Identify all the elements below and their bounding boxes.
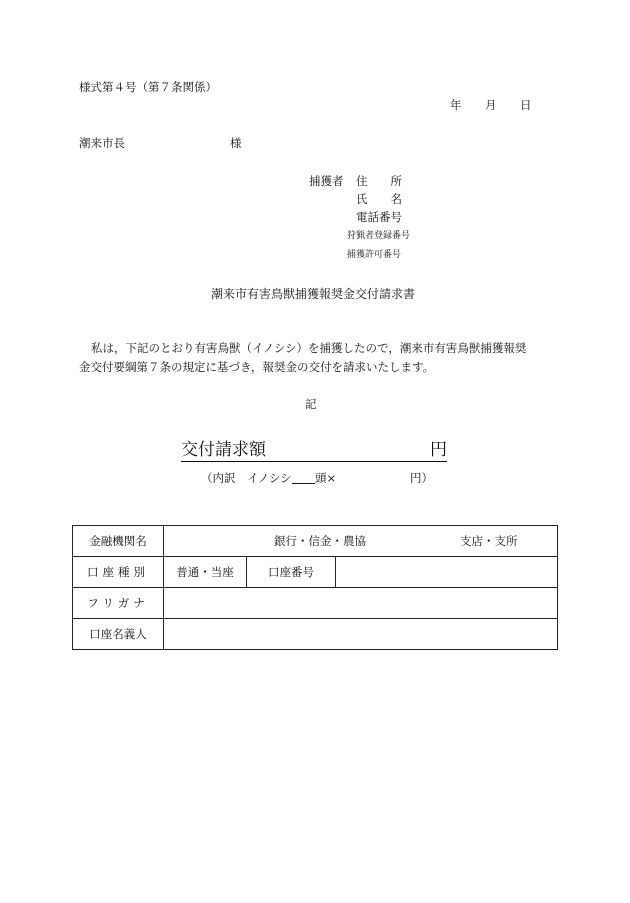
account-number-label: 口座番号 [247, 557, 336, 588]
bank-name-label: 金融機関名 [73, 526, 164, 557]
date-year: 年 [450, 98, 462, 112]
bank-type-options: 銀行・信金・農協 [274, 534, 366, 548]
body-line-1: 私は，下記のとおり有害鳥獣（イノシシ）を捕獲したので，潮来市有害鳥獣捕獲報奨 [91, 341, 527, 355]
account-type-label: 口座種別 [73, 557, 164, 588]
breakdown-yen: 円） [410, 471, 433, 485]
ki-label: 記 [305, 397, 317, 411]
table-row [73, 588, 558, 619]
account-holder-field[interactable] [164, 619, 558, 650]
breakdown-blank [292, 473, 315, 487]
body-line-2: 金交付要綱第７条の規定に基づき，報奨金の交付を請求いたします。 [79, 360, 435, 374]
bank-name-field[interactable] [164, 526, 558, 557]
amount-label: 交付請求額 [181, 440, 266, 460]
furigana-field[interactable] [164, 588, 558, 619]
addressee-name: 潮来市長 [79, 136, 125, 150]
breakdown-prefix: （内訳 イノシシ [201, 471, 292, 485]
table-row [73, 619, 558, 650]
phone-label: 電話番号 [356, 210, 402, 224]
applicant-role: 捕獲者 [309, 174, 344, 188]
name-label: 氏 名 [356, 192, 402, 206]
address-label: 住 所 [356, 174, 402, 188]
hunter-registration-label: 狩猟者登録番号 [347, 231, 411, 241]
bank-account-table [72, 525, 558, 650]
branch-type-options: 支店・支所 [460, 534, 518, 548]
table-row [73, 557, 558, 588]
document-title: 潮来市有害鳥獣捕獲報奨金交付請求書 [211, 287, 416, 301]
form-number: 様式第４号（第７条関係） [79, 80, 217, 94]
breakdown-head: 頭× [315, 471, 337, 485]
furigana-label: フリガナ [73, 588, 164, 619]
table-row [73, 526, 558, 557]
date-day: 日 [520, 98, 532, 112]
amount-unit: 円 [430, 440, 447, 460]
capture-permit-label: 捕獲許可番号 [347, 250, 402, 260]
date-month: 月 [485, 98, 497, 112]
account-type-options[interactable]: 普通・当座 [164, 557, 247, 588]
account-holder-label: 口座名義人 [73, 619, 164, 650]
account-number-field[interactable] [336, 557, 558, 588]
addressee-honorific: 様 [230, 136, 242, 150]
